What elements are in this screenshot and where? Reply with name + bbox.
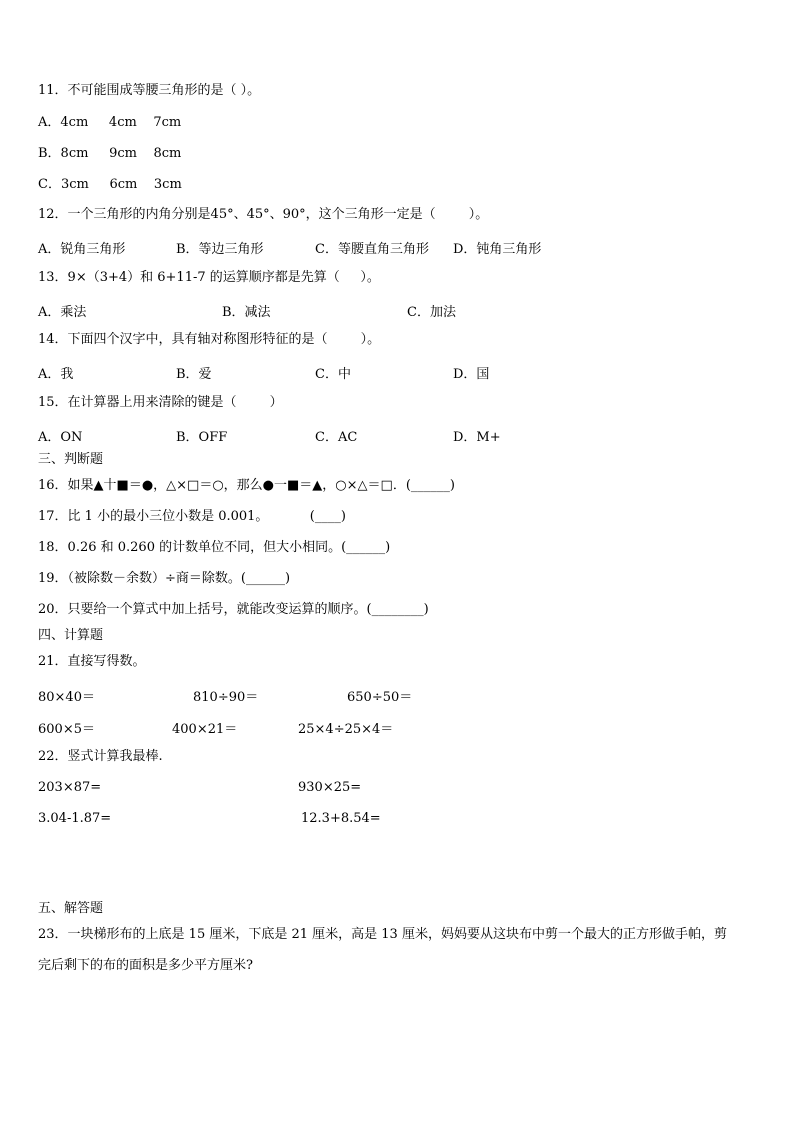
question-13-option-a: A．乘法 <box>38 305 87 320</box>
question-15-option-a: A．ON <box>38 430 83 445</box>
calc-item: 600×5＝ <box>38 722 95 737</box>
question-12-option-b: B．等边三角形 <box>176 242 264 257</box>
calc-item: 80×40＝ <box>38 690 95 705</box>
section-heading-word-problems: 五、解答题 <box>38 901 104 916</box>
question-14-option-c: C．中 <box>315 367 351 382</box>
question-11-option-a: A．4cm 4cm 7cm <box>38 115 182 130</box>
section-heading-calculation: 四、计算题 <box>38 628 104 643</box>
question-15-option-c: C．AC <box>315 430 358 445</box>
question-19: 19．（被除数－余数）÷商＝除数。(______) <box>38 571 291 586</box>
question-14-option-d: D．国 <box>453 367 490 382</box>
question-15-option-d: D．M+ <box>453 430 501 445</box>
question-13-option-c: C．加法 <box>407 305 456 320</box>
question-14-stem: 14．下面四个汉字中，具有轴对称图形特征的是（ ）。 <box>38 332 381 347</box>
section-heading-judgment: 三、判断题 <box>38 452 104 467</box>
question-11-stem: 11．不可能围成等腰三角形的是（ ）。 <box>38 83 261 98</box>
question-12-option-d: D．钝角三角形 <box>453 242 542 257</box>
question-23-line-1: 23．一块梯形布的上底是 15 厘米，下底是 21 厘米，高是 13 厘米，妈妈要从这块布中剪一个最大的正方形做手帕，剪 <box>38 927 727 942</box>
question-15-stem: 15．在计算器上用来清除的键是（ ） <box>38 395 283 410</box>
calc-item: 25×4÷25×4＝ <box>298 722 394 737</box>
calc-item: 810÷90＝ <box>193 690 259 705</box>
question-20: 20．只要给一个算式中加上括号，就能改变运算的顺序。(________) <box>38 602 429 617</box>
question-13-stem: 13．9×（3+4）和 6+11-7 的运算顺序都是先算（ ）。 <box>38 270 380 285</box>
vertical-calc-item: 12.3+8.54= <box>301 811 381 826</box>
vertical-calc-item: 930×25= <box>298 780 362 795</box>
question-15-option-b: B．OFF <box>176 430 228 445</box>
question-21-stem: 21．直接写得数。 <box>38 654 146 669</box>
question-14-option-b: B．爱 <box>176 367 212 382</box>
question-18: 18．0.26 和 0.260 的计数单位不同，但大小相同。(______) <box>38 540 391 555</box>
question-22-stem: 22．竖式计算我最棒. <box>38 749 163 764</box>
question-11-option-c: C．3cm 6cm 3cm <box>38 177 182 192</box>
question-12-option-c: C．等腰直角三角形 <box>315 242 429 257</box>
question-13-option-b: B．减法 <box>222 305 271 320</box>
question-23-line-2: 完后剩下的布的面积是多少平方厘米? <box>38 958 253 973</box>
question-17: 17．比 1 小的最小三位小数是 0.001。 (____) <box>38 509 346 524</box>
question-14-option-a: A．我 <box>38 367 74 382</box>
vertical-calc-item: 203×87= <box>38 780 102 795</box>
question-12-stem: 12．一个三角形的内角分别是45°、45°、90°，这个三角形一定是（ ）。 <box>38 207 489 222</box>
question-16: 16．如果▲十■＝●，△×□＝○，那么●一■＝▲，○×△＝□．(______) <box>38 478 455 493</box>
calc-item: 650÷50＝ <box>347 690 413 705</box>
vertical-calc-item: 3.04-1.87= <box>38 811 112 826</box>
question-11-option-b: B．8cm 9cm 8cm <box>38 146 182 161</box>
calc-item: 400×21＝ <box>172 722 238 737</box>
question-12-option-a: A．锐角三角形 <box>38 242 126 257</box>
